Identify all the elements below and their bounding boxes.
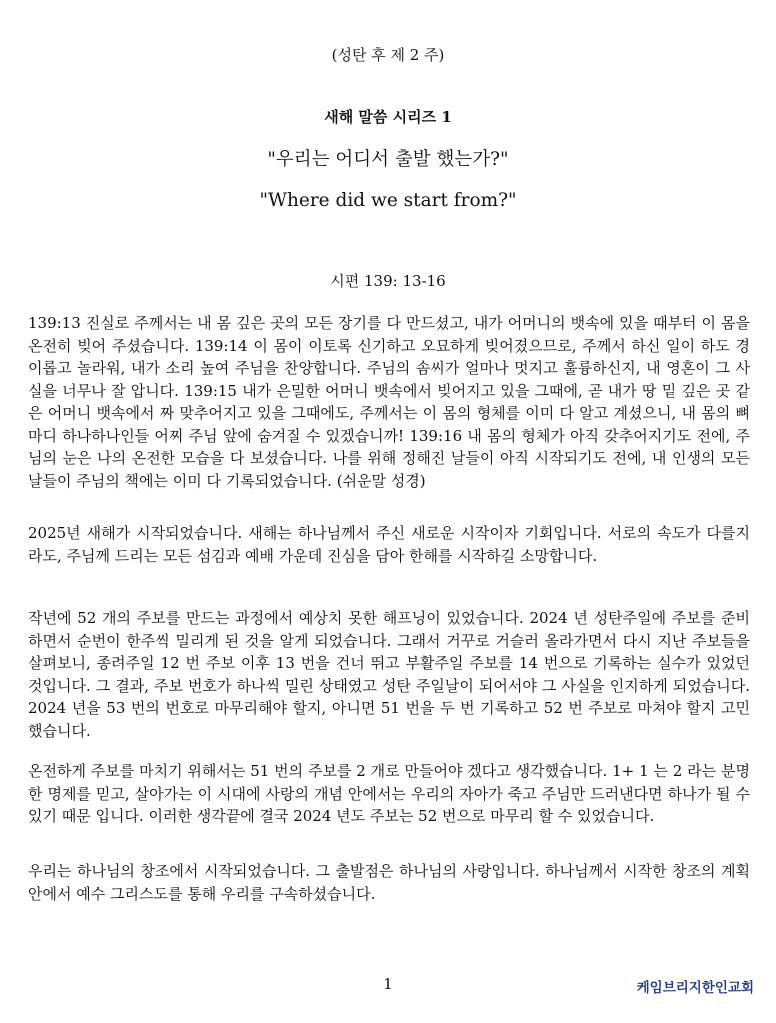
body-paragraph-creation: 우리는 하나님의 창조에서 시작되었습니다. 그 출발점은 하나님의 사랑입니다. 하나님께서 시작한 창조의 계획 안에서 예수 그리스도를 통해 우리를 구속하셨습니다. (28, 862, 750, 903)
body-paragraph-bulletin-mistake: 작년에 52 개의 주보를 만드는 과정에서 예상치 못한 해프닝이 있었습니다. 2024 년 성탄주일에 주보를 준비하면서 순번이 한주씩 밀리게 된 것을 알게 되었습니다. 그래서 거꾸로 거슬러 올라가면서 다시 지난 주보들을 살펴보니, 종려주일 12 번 주보 이후 13 번을 건너 뛰고 부활주일 주보를 14 번으로 기록하는 실수가 있었던 것입니다. 그 결과, 주보 번호가 하나씩 밀린 상태였고 성탄 주일날이 되어서야 그 사실을 인지하게 되었습니다. 2024 년을 53 번의 번호로 마무리해야 할지, 아니면 51 번을 두 번 기록하고 52 번 주보로 마쳐야 할지 고민했습니다. (28, 609, 750, 740)
body-paragraph-new-year: 2025년 새해가 시작되었습니다. 새해는 하나님께서 주신 새로운 시작이자 기회입니다. 서로의 속도가 다를지라도, 주님께 드리는 모든 섬김과 예배 가운데 진심을 담아 한해를 시작하길 소망합니다. (28, 524, 750, 565)
scripture-paragraph: 139:13 진실로 주께서는 내 몸 깊은 곳의 모든 장기를 다 만드셨고, 내가 어머니의 뱃속에 있을 때부터 이 몸을 온전히 빚어 주셨습니다. 139:14 이 몸이 이토록 신기하고 오묘하게 빚어졌으므로, 주께서 하신 일이 하도 경이롭고 놀라워, 내가 소리 높여 주님을 찬양합니다. 주님의 솜씨가 얼마나 멋지고 훌륭하신지, 내 영혼이 그 사실을 너무나 잘 압니다. 139:15 내가 은밀한 어머니 뱃속에서 빚어지고 있을 그때에, 곧 내가 땅 밑 깊은 곳 같은 어머니 뱃속에서 짜 맞추어지고 있을 그때에도, 주께서는 이 몸의 형체를 이미 다 알고 계셨으니, 내 몸의 뼈마디 하나하나인들 어찌 주님 앞에 숨겨질 수 있겠습니까! 139:16 내 몸의 형체가 아직 갖추어지기도 전에, 주님의 눈은 나의 온전한 모습을 다 보셨습니다. 나를 위해 정해진 날들이 아직 시작되기도 전에, 내 인생의 모든 날들이 주님의 책에는 이미 다 기록되었습니다. (쉬운말 성경) (28, 314, 750, 490)
scripture-reference: 시편 139: 13-16 (330, 272, 446, 290)
page-number: 1 (383, 975, 393, 993)
series-title: 새해 말씀 시리즈 1 (324, 108, 452, 126)
sermon-title-korean: "우리는 어디서 출발 했는가?" (267, 149, 509, 170)
body-paragraph-resolution: 온전하게 주보를 마치기 위해서는 51 번의 주보를 2 개로 만들어야 겠다고 생각했습니다. 1+ 1 는 2 라는 분명한 명제를 믿고, 살아가는 이 시대에 사랑의 개념 안에서는 우리의 자아가 죽고 주님만 드러낸다면 하나가 될 수 있기 때문 입니다. 이러한 생각끝에 결국 2024 년도 주보는 52 번으로 마무리 할 수 있었습니다. (28, 762, 750, 825)
sermon-title-english: "Where did we start from?" (259, 190, 517, 211)
church-name: 케임브리지한인교회 (636, 980, 754, 996)
sunday-label: (성탄 후 제 2 주) (331, 46, 445, 64)
